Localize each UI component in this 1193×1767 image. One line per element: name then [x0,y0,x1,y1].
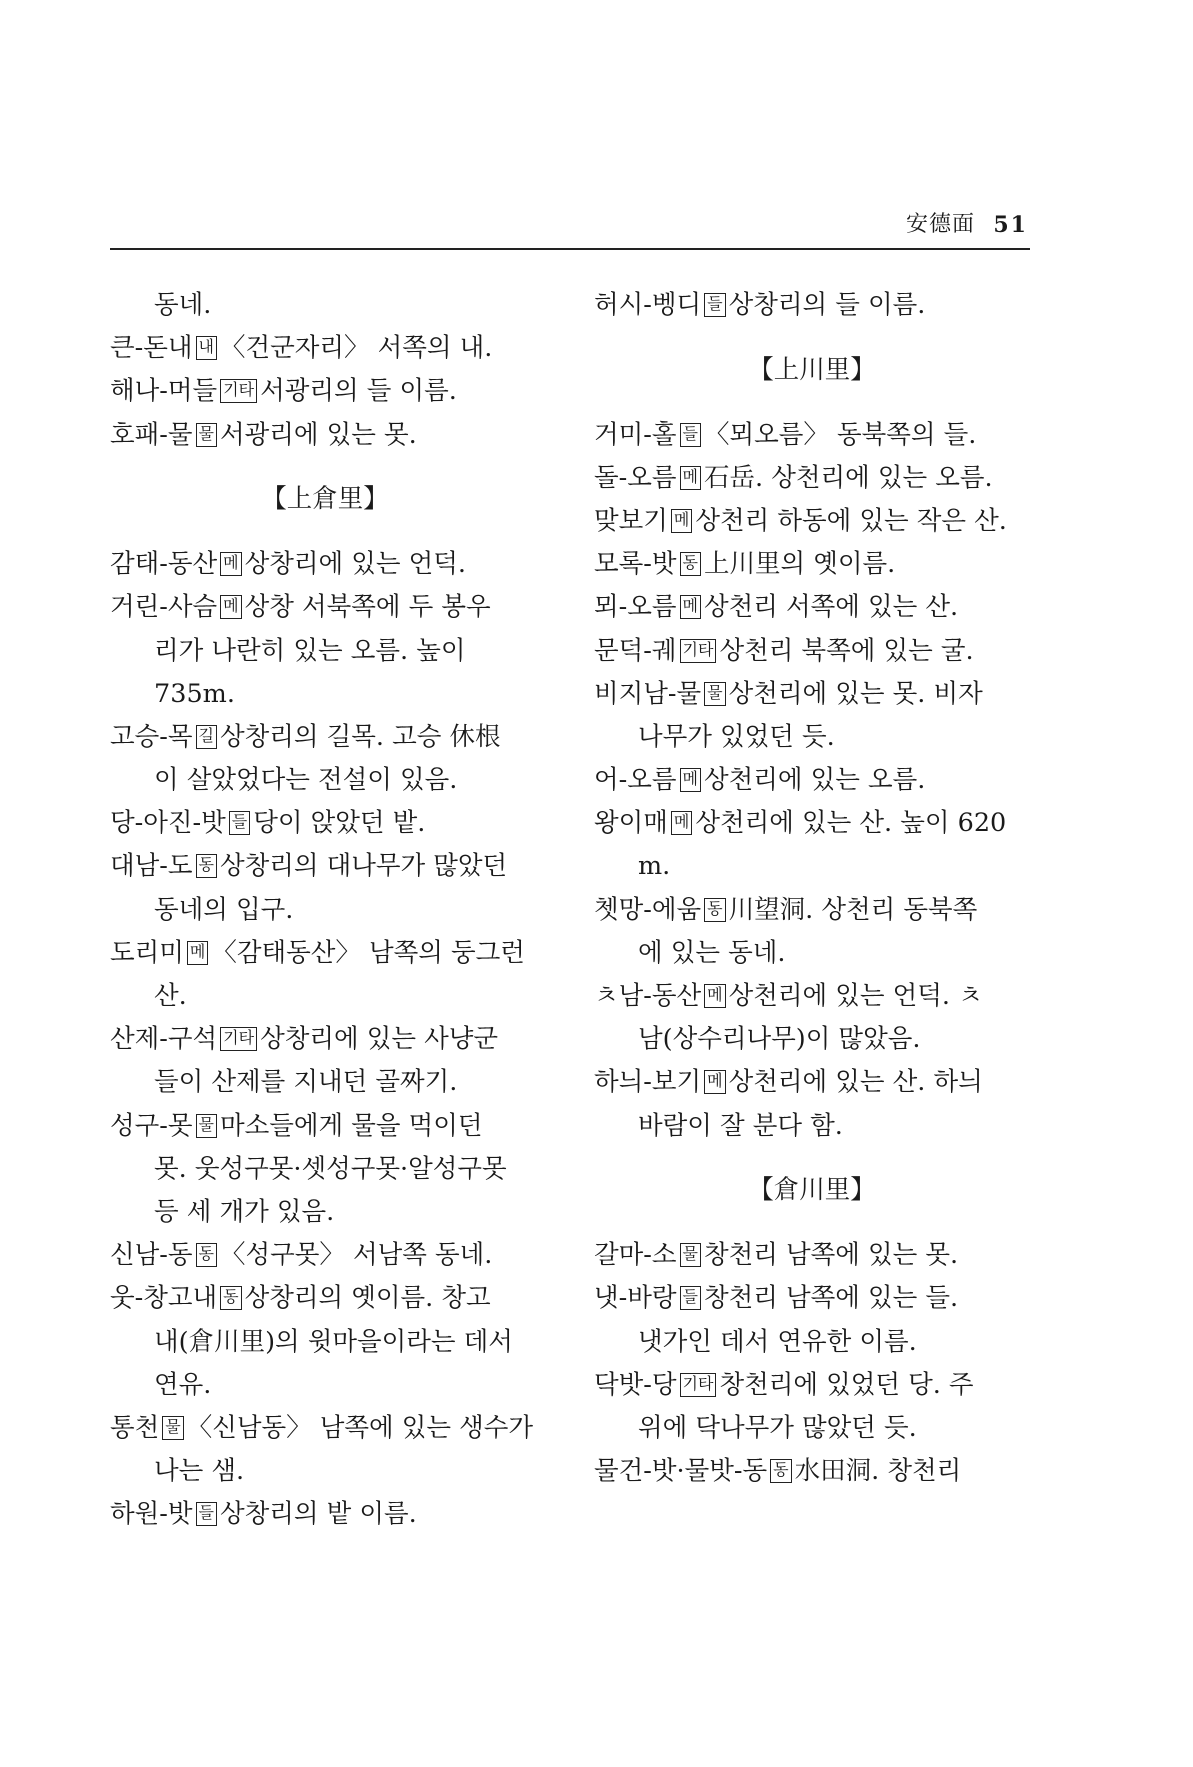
entry-description: 상천리에 있는 산. 높이 620 [695,808,1007,839]
entry-line [110,845,540,888]
entry-line [110,1493,540,1536]
entry-term: 거미-홀 [594,419,677,450]
entry-description: 〈신남동〉 남쪽에 있는 생수가 [186,1412,534,1443]
entry-term: 돌-오름 [594,462,677,493]
category-tag: 동 [704,898,725,922]
continuation-line: 리가 나란히 있는 오름. 높이 [154,635,466,666]
entry-description: 상창리의 길목. 고승 休根 [219,721,501,752]
entry-line [594,1450,1030,1493]
entry-line [110,716,540,759]
entry-description: 〈성구못〉 서남쪽 동네. [219,1240,493,1271]
continuation-line: 등 세 개가 있음. [154,1196,335,1227]
entry-term: 대남-도 [110,851,193,882]
continuation-line: 나는 샘. [154,1456,245,1487]
section-heading: 【上川里】 [748,354,876,385]
page-number: 51 [993,212,1028,238]
entry-description: 상천리 하동에 있는 작은 산. [695,505,1007,536]
entry-term: 갈마-소 [594,1240,677,1271]
entry-term: 물건-밧·물밧-동 [594,1456,768,1487]
entry-description: 서광리에 있는 못. [219,419,417,450]
entry-term: 통천 [110,1412,160,1443]
category-tag: 들 [680,423,701,447]
entry-line [110,370,540,413]
entry-term: 냇-바랑 [594,1283,677,1314]
continuation-line: 남(상수리나무)이 많았음. [638,1024,921,1055]
entry-line [594,802,1030,845]
entry-term: 모록-밧 [594,549,677,580]
entry-description: 서광리의 들 이름. [260,376,457,407]
entry-description: 상창 서북쪽에 두 봉우 [244,592,491,623]
entry-term: 쳇망-에움 [594,894,702,925]
continuation-line: 못. 웃성구못·셋성구못·알성구못 [154,1153,507,1184]
entry-term: 거린-사슴 [110,592,218,623]
category-tag: 메 [220,595,241,619]
entry-description: 石岳. 상천리에 있는 오름. [703,462,993,493]
entry-line [110,802,540,845]
entry-description: 상창리의 밭 이름. [219,1499,417,1530]
category-tag: 메 [704,1070,725,1094]
continuation-line: 산. [154,981,187,1011]
entry-description: 상창리의 들 이름. [728,290,926,320]
entry-line [110,414,540,457]
entry-term: 도리미 [110,937,184,968]
entry-line [594,630,1030,673]
category-tag: 길 [196,725,217,749]
entry-line [594,414,1030,457]
entry-term: 웃-창고내 [110,1283,218,1314]
entry-description: 〈뫼오름〉 동북쪽의 들. [703,419,977,450]
entry-description: 창천리에 있었던 당. 주 [719,1369,974,1400]
entry-description: 당이 앉았던 밭. [253,808,426,839]
entry-line [110,1234,540,1277]
entry-term: 하원-밧 [110,1499,193,1530]
entry-line [594,500,1030,543]
continuation-line: 연유. [154,1369,212,1400]
entry-term: 비지남-물 [594,678,702,709]
category-tag: 기타 [680,1373,717,1397]
category-tag: 메 [680,768,701,792]
entry-line [110,1407,540,1450]
entry-line [110,1018,540,1061]
category-tag: 물 [196,1114,217,1138]
entry-description: 상천리 북쪽에 있는 굴. [719,635,974,666]
entry-line [594,1234,1030,1277]
entry-term: 호패-물 [110,419,193,450]
entry-line [594,284,1030,327]
entry-line [594,457,1030,500]
continuation-line: 들이 산제를 지내던 골짜기. [154,1067,458,1098]
entry-line [594,1277,1030,1320]
entry-description: 상창리의 대나무가 많았던 [219,851,508,882]
entry-line [110,586,540,629]
entry-line [594,673,1030,716]
entry-term: 신남-동 [110,1240,193,1271]
entry-description: 상천리에 있는 못. 비자 [728,678,983,709]
entry-line [594,759,1030,802]
entry-description: 상천리에 있는 언덕. ㅊ [728,981,983,1011]
entry-term: 감태-동산 [110,549,218,580]
entry-term: 허시-벵디 [594,290,702,320]
entry-term: 당-아진-밧 [110,808,226,839]
entry-description: 〈건군자리〉 서쪽의 내. [219,333,493,364]
entry-line [594,1061,1030,1104]
continuation-line: 냇가인 데서 연유한 이름. [638,1326,917,1357]
entry-line [110,932,540,975]
entry-description: 상창리에 있는 언덕. [244,549,467,580]
category-tag: 기타 [220,1027,257,1051]
section-heading: 【上倉里】 [261,484,389,515]
entry-term: 해나-머들 [110,376,218,407]
entry-term: 왕이매 [594,808,668,839]
entry-line [110,543,540,586]
entry-description: 마소들에게 물을 먹이던 [219,1110,483,1141]
page-header [110,208,1030,250]
category-tag: 메 [680,595,701,619]
entry-term: 닥밧-당 [594,1369,677,1400]
entry-description: 상창리에 있는 사냥군 [260,1024,498,1055]
category-tag: 물 [162,1416,183,1440]
continuation-line: 735m. [154,678,235,709]
entry-term: 맞보기 [594,505,668,536]
entry-term: 성구-못 [110,1110,193,1141]
category-tag: 물 [196,423,217,447]
entry-line [594,889,1030,932]
entry-description: 川望洞. 상천리 동북쪽 [728,894,978,925]
entry-description: 상천리에 있는 산. 하늬 [728,1067,983,1098]
category-tag: 동 [770,1459,791,1483]
category-tag: 메 [704,984,725,1008]
category-tag: 들 [196,1502,217,1526]
category-tag: 동 [220,1286,241,1310]
entry-line [594,543,1030,586]
continuation-line: 위에 닥나무가 많았던 듯. [638,1412,917,1443]
category-tag: 들 [680,1286,701,1310]
category-tag: 내 [196,336,217,360]
continuation-line: 바람이 잘 분다 함. [638,1110,843,1141]
category-tag: 기타 [220,379,257,403]
category-tag: 들 [704,293,725,317]
entry-line [594,1364,1030,1407]
entry-term: 큰-돈내 [110,333,193,364]
entry-line [110,1277,540,1320]
continuation-line: 에 있는 동네. [638,937,786,968]
entry-term: 뫼-오름 [594,592,677,623]
entry-description: 상천리에 있는 오름. [703,765,926,796]
category-tag: 동 [196,1243,217,1267]
entry-line [594,586,1030,629]
entry-description: 창천리 남쪽에 있는 못. [703,1240,959,1271]
entry-description: 上川里의 옛이름. [703,549,896,580]
right-column [594,284,1030,1493]
continuation-line: 동네. [154,290,212,320]
entry-description: 水田洞. 창천리 [794,1456,962,1487]
category-tag: 물 [704,682,725,706]
continuation-line: 동네의 입구. [154,894,294,925]
entry-term: 문덕-궤 [594,635,677,666]
category-tag: 메 [187,941,208,965]
entry-description: 창천리 남쪽에 있는 들. [703,1283,959,1314]
left-column [110,284,540,1536]
category-tag: 메 [671,811,692,835]
category-tag: 메 [220,552,241,576]
category-tag: 기타 [680,639,717,663]
category-tag: 메 [680,466,701,490]
entry-line [110,1105,540,1148]
continuation-line: 내(倉川里)의 윗마을이라는 데서 [154,1326,513,1357]
section-heading: 【倉川里】 [748,1175,876,1206]
continuation-line: 나무가 있었던 듯. [638,721,835,752]
running-title: 安德面 [905,212,975,237]
entry-term: 하늬-보기 [594,1067,702,1098]
entry-term: 고승-목 [110,721,193,752]
category-tag: 메 [671,509,692,533]
category-tag: 들 [229,811,250,835]
entry-term: ㅊ남-동산 [594,981,702,1011]
category-tag: 물 [680,1243,701,1267]
entry-line [110,327,540,370]
entry-description: 상천리 서쪽에 있는 산. [703,592,959,623]
entry-term: 어-오름 [594,765,677,796]
entry-term: 산제-구석 [110,1024,218,1055]
category-tag: 동 [196,854,217,878]
category-tag: 동 [680,552,701,576]
continuation-line: 이 살았었다는 전설이 있음. [154,765,458,796]
entry-description: 〈감태동산〉 남쪽의 둥그런 [211,937,525,968]
continuation-line: m. [638,851,671,882]
entry-line [594,975,1030,1018]
entry-description: 상창리의 옛이름. 창고 [244,1283,491,1314]
